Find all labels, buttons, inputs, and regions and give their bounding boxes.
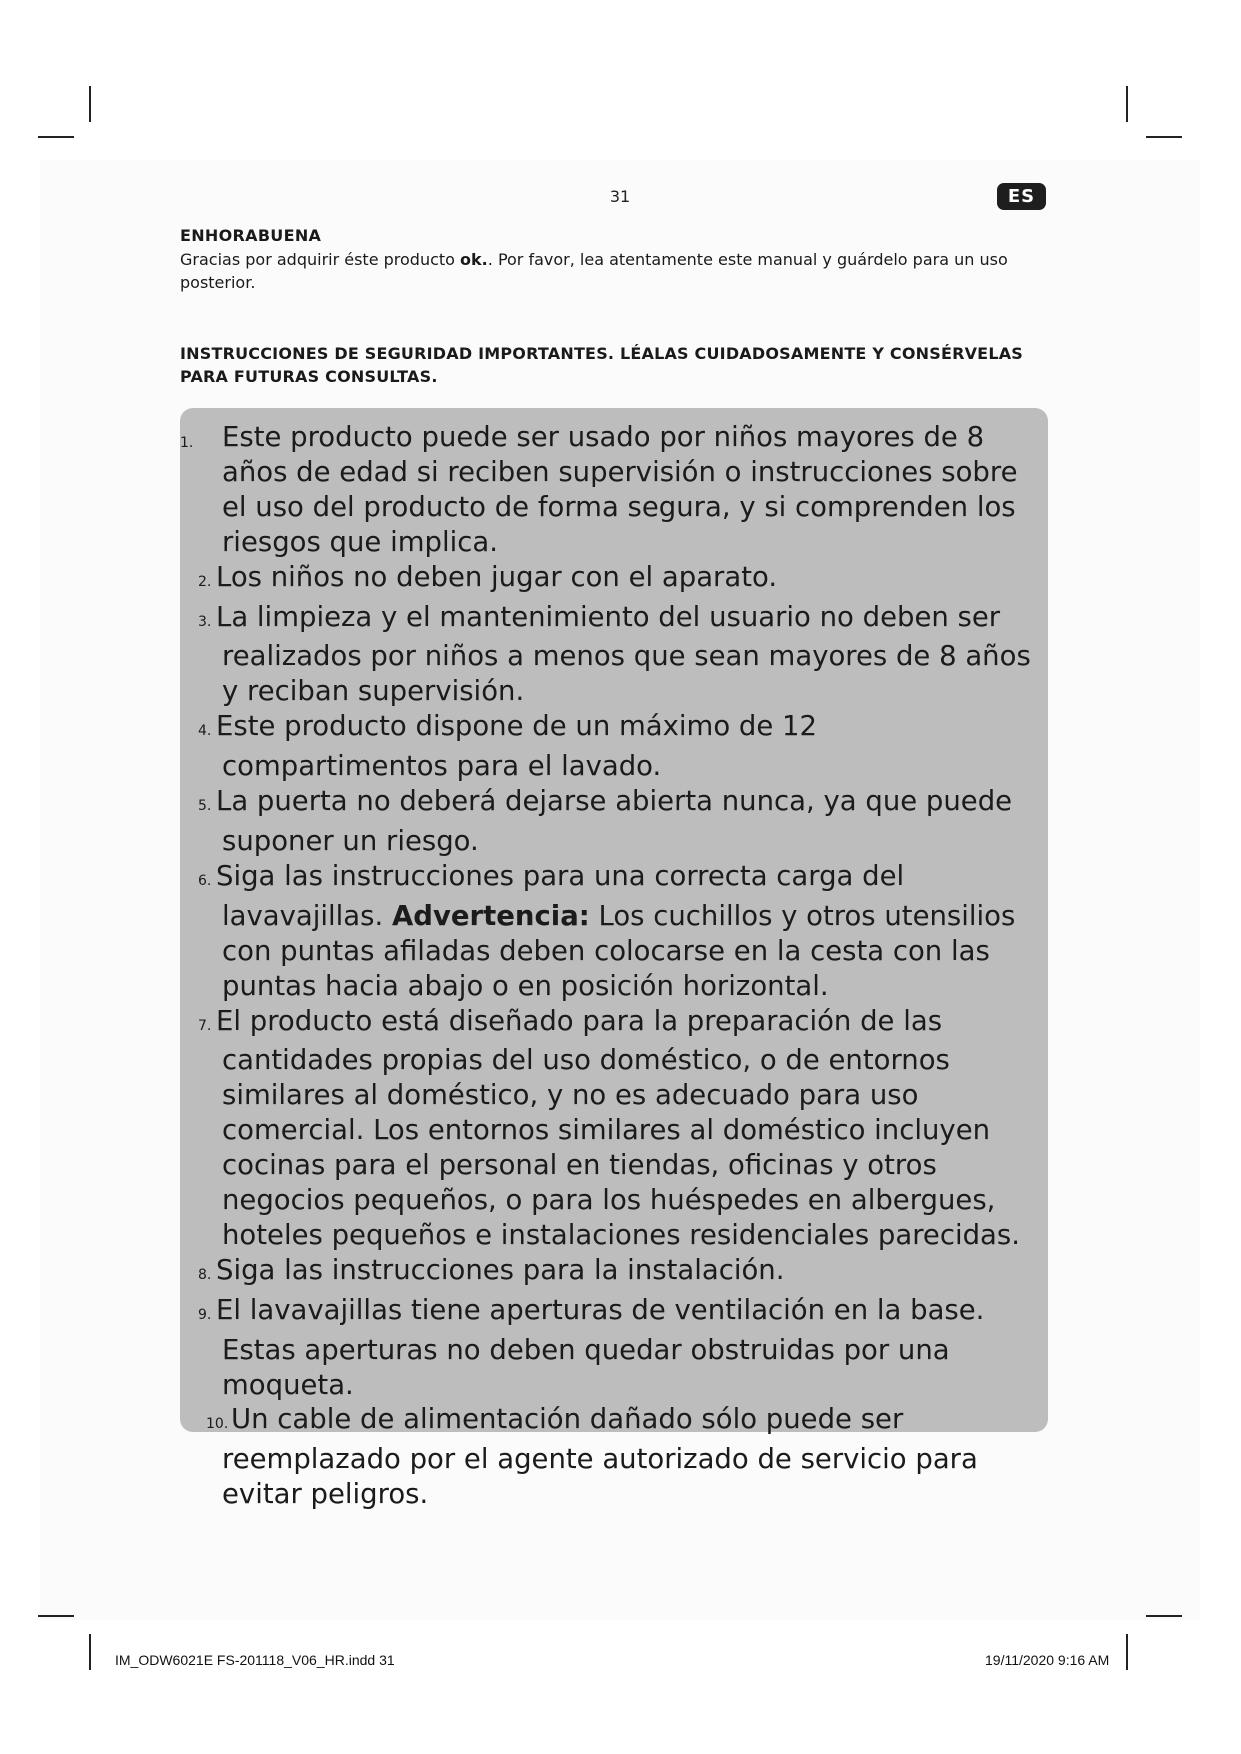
list-item: 5. La puerta no deberá dejarse abierta nunca, ya que puede suponer un riesgo. [198,785,1013,857]
crop-mark [89,1634,91,1670]
warning-label: Advertencia: [391,899,590,932]
crop-mark [38,1615,74,1617]
safety-list [180,408,1048,1512]
print-timestamp: 19/11/2020 9:16 AM [985,1652,1110,1668]
safety-instructions-box [180,408,1048,1511]
item-number: 6. [198,872,212,889]
list-item: 1. Este producto puede ser usado por niños mayores de 8 años de edad si reciben supervisión o instrucciones sobre el uso del producto de forma segura, y si comprenden los riesgos que implica. [180,421,1018,558]
brand-name: ok. [460,250,488,269]
crop-mark [1146,1615,1182,1617]
safety-heading: INSTRUCCIONES DE SEGURIDAD IMPORTANTES. LÉALAS CUIDADOSAMENTE Y CONSÉRVELAS PARA FUTURAS CONSULTAS. [180,344,1024,386]
item-number: 5. [198,798,212,815]
list-item: 7. El producto está diseñado para la preparación de las cantidades propias del uso doméstico, o de entornos similares al doméstico, y no es adecuado para uso comercial. Los entornos similares al doméstico incluyen cocinas para el personal en tiendas, oficinas y otros negocios pequeños, o para los huéspedes en albergues, hoteles pequeños e instalaciones residenciales parecidas. [198,1004,1020,1251]
item-number: 10. [206,1416,229,1433]
item-number: 2. [198,573,212,590]
list-item: 6. Siga las instrucciones para una correcta carga del lavavajillas. Advertencia: Los cuchillos y otros utensilios con puntas afiladas deben colocarse en la cesta con las puntas hacia abajo o en posición horizontal. [198,859,1016,1002]
language-badge: ES [997,183,1046,210]
item-number: 1. [180,435,194,451]
intro-title: ENHORABUENA [180,226,322,245]
item-number: 7. [198,1017,212,1034]
item-number: 9. [198,1306,212,1323]
list-item: 10.Un cable de alimentación dañado sólo puede ser reemplazado por el agente autorizado de servicio para evitar peligros. [206,1403,978,1511]
list-item: 9. El lavavajillas tiene aperturas de ventilación en la base. Estas aperturas no deben quedar obstruidas por una moqueta. [198,1293,985,1401]
crop-mark [1146,136,1182,138]
crop-mark [1126,1634,1128,1670]
item-number: 4. [198,723,212,740]
intro-text: Gracias por adquirir éste producto ok.. Por favor, lea atentamente este manual y guárdelo para un uso posterior. [180,250,1008,292]
item-number: 3. [198,613,212,630]
crop-mark [89,86,91,122]
list-item: 8. Siga las instrucciones para la instalación. [180,1253,1038,1293]
item-number: 8. [198,1266,212,1283]
list-item: 2. Los niños no deben jugar con el aparato. [180,560,1038,600]
list-item: 3. La limpieza y el mantenimiento del usuario no deben ser realizados por niños a menos que sean mayores de 8 años y reciban supervisión. [198,600,1031,708]
page-number: 31 [609,187,631,206]
crop-mark [1126,86,1128,122]
crop-mark [38,136,74,138]
file-slug: IM_ODW6021E FS-201118_V06_HR.indd 31 [115,1652,395,1668]
list-item: 4. Este producto dispone de un máximo de 12 compartimentos para el lavado. [198,710,818,783]
